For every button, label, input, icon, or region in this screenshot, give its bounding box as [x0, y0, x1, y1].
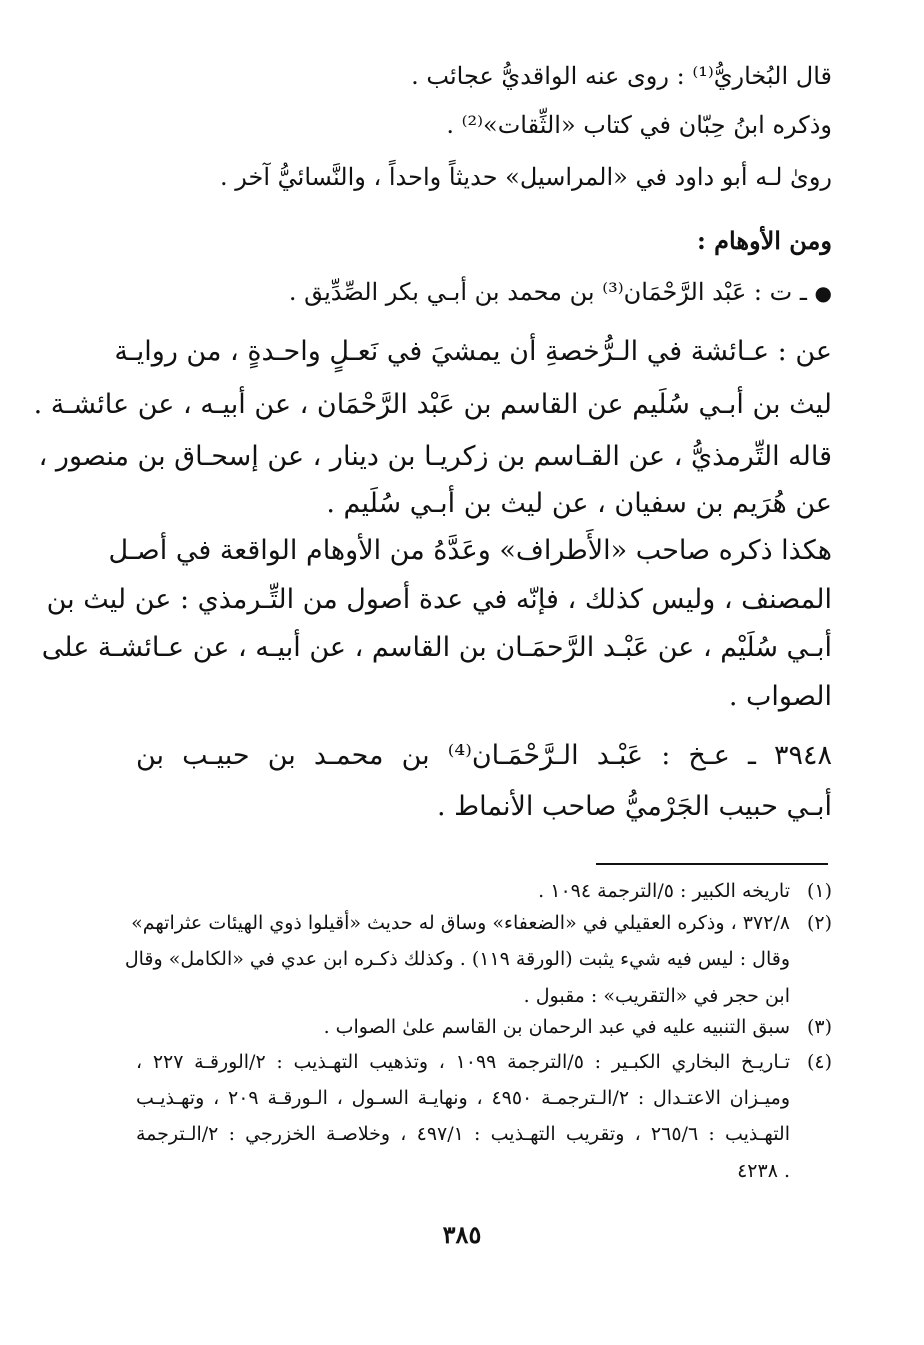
footnote-text: ابن حجر في «التقريب» : مقبول .	[523, 985, 790, 1007]
bullet-icon: ●	[814, 281, 832, 305]
text-line: ٣٩٤٨ ـ عـخ : عَبْـد الـرَّحْمَـان⁽⁴⁾ بن محمـد بن حبيـب بن	[136, 740, 832, 771]
text-line: روىٰ لـه أبو داود في «المراسيل» حديثاً واحداً ، والنَّسائيُّ آخر .	[220, 163, 832, 191]
text-line: المصنف ، وليس كذلك ، فإنّه في عدة أصول من التِّـرمذي : عن ليث بن	[46, 584, 832, 615]
footnote-text: وميـزان الاعتـدال : ٢/الـترجمـة ٤٩٥٠ ، ونهايـة السـول ، الـورقـة ٢٠٩ ، وتهـذيـب	[136, 1087, 791, 1109]
text-line: أبـي حبيب الجَرْميُّ صاحب الأنماط .	[436, 791, 832, 822]
footnote-divider	[596, 863, 828, 865]
bullet-entry	[289, 280, 832, 304]
footnote-text: ٣٧٢/٨ ، وذكره العقيلي في «الضعفاء» وساق له حديث «أقيلوا ذوي الهيئات عثراتهم»	[131, 912, 790, 934]
text-line: قاله التِّرمذيُّ ، عن القـاسم بن زكريـا بن دينار ، عن إسحـاق بن منصور ،	[38, 441, 832, 472]
text-line: ليث بن أبـي سُلَيم عن القاسم بن عَبْد الرَّحْمَان ، عن أبيـه ، عن عائشـة .	[33, 389, 832, 420]
text-line: هكذا ذكره صاحب «الأَطراف» وعَدَّهُ من الأوهام الواقعة في أصـل	[108, 535, 832, 566]
footnote-text: التهـذيب : ٢٦٥/٦ ، وتقريب التهـذيب : ٤٩٧/١ ، وخلاصـة الخزرجي : ٢/الـترجمة	[136, 1123, 790, 1145]
footnote-text: وقال : ليس فيه شيء يثبت (الورقة ١١٩) . وكذلك ذكـره ابن عدي في «الكامل» وقال	[124, 948, 790, 970]
text-line: عن : عـائشة في الـرُّخصةِ أن يمشيَ في نَعـلٍ واحـدةٍ ، من روايـة	[114, 336, 832, 367]
footnote-text: ٤٢٣٨ .	[737, 1160, 790, 1182]
footnote-text: تـاريـخ البخاري الكبـير : ٥/الترجمة ١٠٩٩ ، وتذهيب التهـذيب : ٢/الورقـة ٢٢٧ ،	[136, 1051, 790, 1073]
footnote-marker: (١)	[806, 880, 832, 902]
text-line: الصواب .	[728, 681, 832, 712]
footnote-text: سبق التنبيه عليه في عبد الرحمان بن القاسم علىٰ الصواب .	[323, 1016, 790, 1038]
footnote-marker: (٢)	[806, 912, 832, 934]
footnote-marker: (٣)	[806, 1016, 832, 1038]
text-line: أبـي سُلَيْم ، عن عَبْـد الرَّحمَـان بن القاسم ، عن أبيـه ، عن عـائشـة على	[41, 632, 832, 663]
text-line: وذكره ابنُ حِبّان في كتاب «الثِّقات»⁽²⁾ .	[446, 111, 832, 139]
text-line: قال البُخاريُّ⁽¹⁾ : روى عنه الواقديُّ عجائب .	[411, 62, 832, 90]
section-heading: ومن الأوهام :	[696, 226, 832, 255]
bullet-entry-text: ـ ت : عَبْد الرَّحْمَان⁽³⁾ بن محمد بن أبـي بكر الصِّدِّيق .	[288, 278, 807, 306]
page-number: ٣٨٥	[442, 1220, 482, 1249]
text-line: عن هُرَيم بن سفيان ، عن ليث بن أبـي سُلَيم .	[326, 488, 832, 519]
footnote-marker: (٤)	[806, 1051, 832, 1073]
footnote-text: تاريخه الكبير : ٥/الترجمة ١٠٩٤ .	[538, 880, 790, 902]
